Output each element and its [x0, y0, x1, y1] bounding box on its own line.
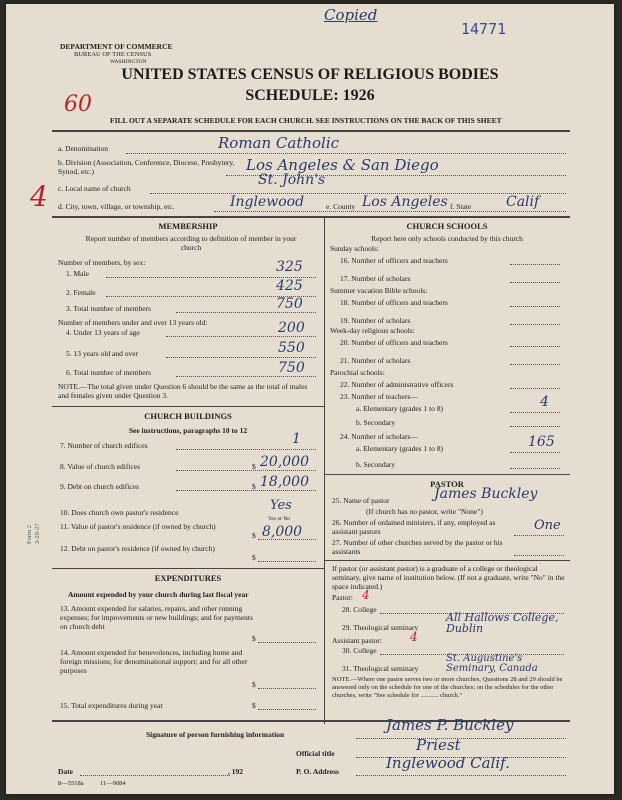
q1-label: 1. Male [66, 269, 89, 278]
form-title: UNITED STATES CENSUS OF RELIGIOUS BODIES [121, 66, 499, 83]
q13-label: 13. Amount expended for salaries, repairs, and other running expenses; for improvements or new buildings; and for payments on church debt [60, 604, 253, 631]
po-address-value: Inglewood Calif. [386, 754, 510, 772]
assistant-label: Assistant pastor: [332, 636, 382, 645]
red-number: 60 [64, 92, 92, 117]
official-title-value: Priest [416, 736, 461, 754]
q27-label: 27. Number of other churches served by the pastor or his assistants [332, 538, 503, 556]
q14-label: 14. Amount expended for benevolences, including home and foreign missions; for denominational support; and for all other purposes [60, 648, 248, 675]
division-value: Los Angeles & San Diego [246, 156, 439, 174]
q20-label: 20. Number of officers and teachers [340, 338, 448, 347]
q11-value: 8,000 [262, 524, 303, 540]
city-value: Inglewood [230, 194, 305, 210]
q31-value: St. Augustine's Seminary, Canada [446, 653, 538, 674]
assistant-red-mark: 4 [410, 630, 418, 644]
column-divider [324, 216, 325, 724]
local-name-value: St. John's [258, 172, 326, 188]
q15-label: 15. Total expenditures during year [60, 701, 163, 710]
schedule-title: SCHEDULE: 1926 [245, 87, 375, 104]
pastor-note: NOTE.—Where one pastor serves two or more churches, Questions 28 and 29 should be answered only on the schedule for one of the churches; on the schedules for the other churches, write "See schedule for ........... church." [332, 676, 563, 699]
q23a-value: 4 [540, 394, 549, 410]
q17-label: 17. Number of scholars [340, 274, 411, 283]
po-address-label: P. O. Address [296, 767, 339, 776]
expenditures-heading: EXPENDITURES [154, 573, 222, 583]
q7-label: 7. Number of church edifices [60, 441, 148, 450]
q3-label: 3. Total number of members [66, 304, 151, 313]
q2-label: 2. Female [66, 288, 96, 297]
side-note: Form 2 3-20-27 [26, 523, 41, 544]
q23-label: 23. Number of teachers— [340, 392, 418, 401]
local-name-label: c. Local name of church [58, 184, 131, 193]
sunday-label: Sunday schools: [330, 244, 379, 253]
schools-heading: CHURCH SCHOOLS [406, 221, 488, 231]
q10-value: Yes [270, 498, 292, 513]
official-title-label: Official title [296, 749, 335, 758]
denomination-label: a. Denomination [58, 144, 108, 153]
q6-label: 6. Total number of members [66, 368, 151, 377]
q25-label: 25. Name of pastor [332, 496, 390, 505]
q6-value: 750 [278, 360, 305, 376]
yes-no-hint: Yes or No [268, 516, 291, 522]
q11-label: 11. Value of pastor's residence (if owned by church) [60, 522, 216, 531]
red-margin-mark: 4 [30, 180, 48, 213]
q2-value: 425 [276, 278, 303, 294]
graduate-note: If pastor (or assistant pastor) is a graduate of a college or theological seminary, give name of institution below. (If not a graduate, write "No" in the space indicated.) [332, 564, 565, 591]
pastor-label: Pastor: [332, 593, 353, 602]
q26-value: One [534, 518, 561, 533]
q4-label: 4. Under 13 years of age [66, 328, 140, 337]
parochial-label: Parochial schools: [330, 368, 385, 377]
by-sex-label: Number of members, by sex: [58, 258, 146, 267]
q8-label: 8. Value of church edifices [60, 462, 141, 471]
q12-label: 12. Debt on pastor's residence (if owned by church) [60, 544, 215, 553]
summer-label: Summer vacation Bible schools: [330, 286, 428, 295]
buildings-heading: CHURCH BUILDINGS [144, 411, 232, 421]
signature-label: Signature of person furnishing information [146, 730, 285, 739]
top-rule [52, 130, 570, 132]
dept-label: DEPARTMENT OF COMMERCE [60, 42, 173, 51]
q24-label: 24. Number of scholars— [340, 432, 418, 441]
q4-value: 200 [278, 320, 305, 336]
q26-label: 26. Number of ordained ministers, if any, employed as assistant pastors [332, 518, 496, 536]
date-label: Date [58, 767, 73, 776]
q24a-label: a. Elementary (grades 1 to 8) [356, 444, 444, 453]
q28-label: 28. College [342, 605, 377, 614]
county-value: Los Angeles [362, 194, 448, 210]
city-label: d. City, town, village, or township, etc. [58, 202, 175, 211]
pastor-heading: PASTOR [430, 479, 464, 489]
q23b-label: b. Secondary [356, 418, 396, 427]
section-rule [52, 216, 570, 218]
q8-value: 20,000 [260, 454, 309, 470]
q10-label: 10. Does church own pastor's residence [60, 508, 179, 517]
q5-label: 5. 13 years old and over [66, 349, 139, 358]
county-label: e. County [326, 202, 356, 211]
q24b-label: b. Secondary [356, 460, 396, 469]
expenditures-intro: Amount expended by your church during last fiscal year [68, 590, 249, 599]
q5-value: 550 [278, 340, 305, 356]
age-label: Number of members under and over 13 years old: [58, 318, 208, 327]
form-codes: 8—5518a 11—9084 [58, 780, 126, 787]
state-label: f. State [450, 202, 472, 211]
q30-label: 30. College [342, 646, 377, 655]
q22-label: 22. Number of administrative officers [340, 380, 454, 389]
membership-note: NOTE.—The total given under Question 6 should be the same as the total of males and females given under Question 3. [58, 382, 308, 400]
city-label: WASHINGTON [110, 59, 147, 65]
q9-label: 9. Debt on church edifices [60, 482, 139, 491]
q23a-label: a. Elementary (grades 1 to 8) [356, 404, 444, 413]
q29-label: 29. Theological seminary [342, 623, 419, 632]
q21-label: 21. Number of scholars [340, 356, 411, 365]
membership-intro: Report number of members according to definition of member in your church [85, 234, 297, 252]
q31-label: 31. Theological seminary [342, 664, 419, 673]
denomination-value: Roman Catholic [218, 134, 340, 152]
schools-intro: Report here only schools conducted by this church [371, 234, 523, 243]
bureau-label: BUREAU OF THE CENSUS [74, 51, 152, 58]
pastor-red-mark: 4 [362, 588, 370, 602]
form-number: 14771 [461, 20, 507, 38]
membership-heading: MEMBERSHIP [158, 221, 218, 231]
year-label: , 192 [228, 767, 243, 776]
q24a-value: 165 [528, 434, 555, 450]
division-label: b. Division (Association, Conference, Diocese, Presbytery, Synod, etc.) [58, 158, 235, 176]
q1-value: 325 [276, 259, 303, 275]
state-value: Calif [506, 194, 540, 210]
copied-stamp: Copied [324, 6, 378, 24]
q25-note: (If church has no pastor, write "None") [366, 507, 483, 516]
q19-label: 19. Number of scholars [340, 316, 411, 325]
weekday-label: Week-day religious schools: [330, 326, 415, 335]
q29-value: All Hallows College, Dublin [446, 611, 559, 635]
instruction-line: FILL OUT A SEPARATE SCHEDULE FOR EACH CHURCH. SEE INSTRUCTIONS ON THE BACK OF THIS SHEET [110, 116, 502, 125]
census-schedule-sheet: Copied 14771 DEPARTMENT OF COMMERCE BUREAU OF THE CENSUS WASHINGTON UNITED STATES CENSUS OF RELIGIOUS BODIES SCHEDULE: 1926 60 FILL OUT A SEPARATE SCHEDULE FOR EACH CHURCH. SEE INSTRUCTIONS ON THE BACK OF THIS SHEET a. Denomination Roman Catholic b. Division (Association, Conference, Diocese, Presbytery, Synod, etc.) Los Angeles & San Diego c. Local name of church St. John's 4 d. City, town, village, or township, etc. Inglewood e. County Los Angeles f. State Calif MEMBERSHIP Report number of members according to definition of member in your church Number of members, by sex: 1. Male 325 2. Female 425 3. Total number of members 750 Number of members under and over 13 years old: 4. Under 13 years of age 200 5. 13 years old and over 550 6. Total number of members 750 NOTE.—The total given under Question 6 should be the same as the total of males and females given under Question 3. CHURCH BUILDINGS See instructions, paragraphs 10 to 12 7. Number of church edifices 1 8. Value of church edifices $ 20,000 9. Debt on church edifices $ 18,000 10. Does church own pastor's residence Yes Yes or No 11. Value of pastor's residence (if owned by church) $ 8,000 12. Debt on pastor's residence (if owned by church) $ Form 2 3-20-27 EXPENDITURES Amount expended by your church during last fiscal year 13. Amount expended for salaries, repairs, and other running expenses; for improvements or new buildings; and for payments on church debt $ 14. Amount expended for benevolences, including home and foreign missions; for denominational support; and for all other purposes $ 15. Total expenditures during year $ CHURCH SCHOOLS Report here only schools conducted by this church Sunday schools: 16. Number of officers and teachers 17. Number of scholars Summer vacation Bible schools: 18. Number of officers and teachers 19. Number of scholars Week-day religious schools: 20. Number of officers and teachers 21. Number of scholars Parochial schools: 22. Number of administrative officers 23. Number of teachers— a. Elementary (grades 1 to 8) 4 b. Secondary 24. Number of scholars— a. Elementary (grades 1 to 8) 165 b. Secondary PASTOR 25. Name of pastor James Buckley (If church has no pastor, write "None") 26. Number of ordained ministers, if any, employed as assistant pastors One 27. Number of other churches served by the pastor or his assistants If pastor (or assistant pastor) is a graduate of a college or theological seminary, give name of institution below. (If not a graduate, write "No" in the space indicated.) Pastor: 4 28. College 29. Theological seminary All Hallows College, Dublin Assistant pastor: 4 30. College 31. Theological seminary St. Augustine's Seminary, Canada NOTE.—Where one pastor serves two or more churches, Questions 28 and 29 should be answered only on the schedule for one of the churches; on the schedules for the other churches, write "See schedule for ........... church." Signature of person furnishing information James P. Buckley Official title Priest Date , 192 P. O. Address Inglewood Calif. 8—5518a 11—9084 [6, 4, 614, 794]
q9-value: 18,000 [260, 474, 309, 490]
q3-value: 750 [276, 296, 303, 312]
q16-label: 16. Number of officers and teachers [340, 256, 448, 265]
buildings-intro: See instructions, paragraphs 10 to 12 [128, 426, 248, 435]
q7-value: 1 [292, 431, 301, 447]
q25-value: James Buckley [434, 486, 538, 502]
signature-value: James P. Buckley [386, 716, 514, 734]
q18-label: 18. Number of officers and teachers [340, 298, 448, 307]
